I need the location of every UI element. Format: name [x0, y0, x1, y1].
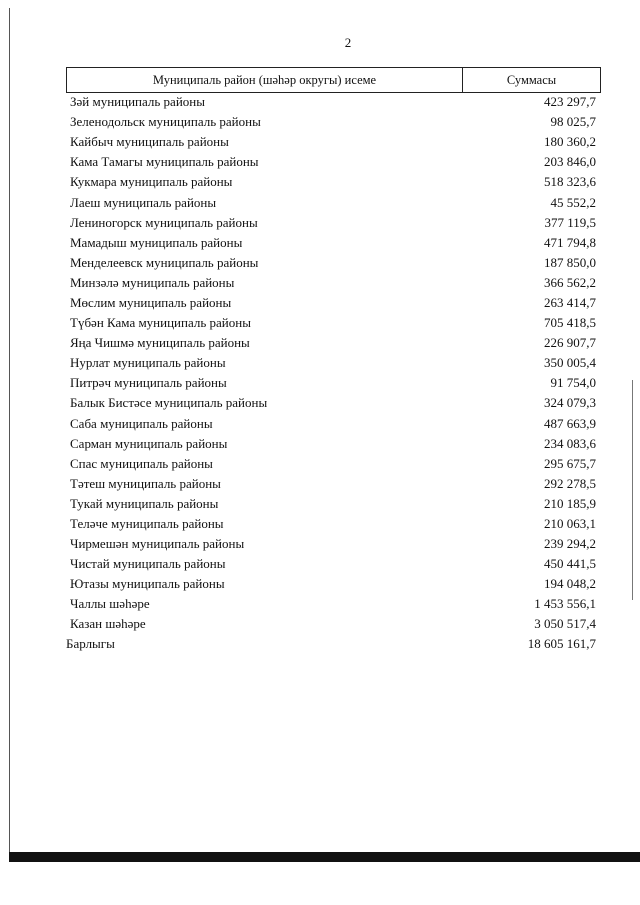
- table-row: [70, 514, 596, 534]
- table-row: [70, 192, 596, 212]
- district-name: Минзәлә муниципаль районы: [70, 274, 235, 290]
- total-value: 18 605 161,7: [527, 636, 596, 651]
- district-sum: 187 850,0: [544, 254, 596, 270]
- header-district-name: Муниципаль район (шәһәр округы) исеме: [67, 68, 463, 92]
- district-sum: 705 418,5: [544, 315, 596, 331]
- table-row: [70, 172, 596, 192]
- total-row: [66, 634, 596, 654]
- district-name: Чистай муниципаль районы: [70, 556, 226, 572]
- table-row: [70, 534, 596, 554]
- district-name: Теләче муниципаль районы: [70, 516, 224, 532]
- district-name: Лаеш муниципаль районы: [70, 194, 217, 210]
- scan-right-edge: [632, 380, 633, 600]
- table-row: [70, 434, 596, 454]
- district-name: Чирмешән муниципаль районы: [70, 536, 245, 552]
- table-row: [70, 132, 596, 152]
- header-sum: Суммасы: [506, 72, 557, 87]
- table-row: [70, 574, 596, 594]
- district-name: Зәй муниципаль районы: [70, 94, 205, 110]
- district-sum: 366 562,2: [544, 274, 596, 290]
- district-sum: 423 297,7: [544, 94, 596, 110]
- table-row: [70, 454, 596, 474]
- district-sum: 1 453 556,1: [534, 596, 596, 612]
- table-row: [70, 253, 596, 273]
- table-header: [66, 67, 601, 93]
- district-name: Казан шәһәре: [70, 616, 146, 632]
- district-name: Кукмара муниципаль районы: [70, 174, 233, 190]
- district-sum: 234 083,6: [544, 435, 596, 451]
- table-row: [70, 313, 596, 333]
- district-sum: 239 294,2: [544, 536, 596, 552]
- district-name: Кайбыч муниципаль районы: [70, 134, 229, 150]
- district-sum: 487 663,9: [544, 415, 596, 431]
- table-row: [70, 373, 596, 393]
- district-sum: 518 323,6: [544, 174, 596, 190]
- page-number: 2: [344, 35, 352, 50]
- district-sum: 210 063,1: [544, 516, 596, 532]
- table-row: [70, 594, 596, 614]
- district-name: Түбән Кама муниципаль районы: [70, 315, 251, 331]
- district-name: Балык Бистәсе муниципаль районы: [70, 395, 268, 411]
- table-row: [70, 233, 596, 253]
- district-sum: 377 119,5: [544, 214, 596, 230]
- district-name: Мамадыш муниципаль районы: [70, 234, 243, 250]
- table-row: [70, 414, 596, 434]
- table-row: [70, 554, 596, 574]
- district-sum: 203 846,0: [544, 154, 596, 170]
- district-sum: 210 185,9: [544, 495, 596, 511]
- table-row: [70, 614, 596, 634]
- district-name: Саба муниципаль районы: [70, 415, 213, 431]
- district-name: Питрәч муниципаль районы: [70, 375, 227, 391]
- district-name: Спас муниципаль районы: [70, 455, 213, 471]
- district-sum: 45 552,2: [550, 194, 596, 210]
- table-row: [70, 474, 596, 494]
- scan-left-edge: [9, 8, 10, 858]
- table-row: [70, 92, 596, 112]
- district-sum: 263 414,7: [544, 294, 596, 310]
- table-row: [70, 112, 596, 132]
- district-sum: 450 441,5: [544, 556, 596, 572]
- table-row: [70, 393, 596, 413]
- district-sum: 226 907,7: [544, 335, 596, 351]
- table-row: [70, 213, 596, 233]
- district-sum: 180 360,2: [544, 134, 596, 150]
- district-name: Тукай муниципаль районы: [70, 495, 219, 511]
- district-name: Кама Тамагы муниципаль районы: [70, 154, 259, 170]
- table-row: [70, 353, 596, 373]
- district-name: Менделеевск муниципаль районы: [70, 254, 259, 270]
- district-sum: 292 278,5: [544, 475, 596, 491]
- scan-bottom-edge: [9, 852, 640, 862]
- district-name: Нурлат муниципаль районы: [70, 355, 226, 371]
- table-body: [70, 92, 596, 635]
- district-name: Чаллы шәһәре: [70, 596, 150, 612]
- district-sum: 194 048,2: [544, 576, 596, 592]
- district-sum: 295 675,7: [544, 455, 596, 471]
- table-row: [70, 293, 596, 313]
- table-row: [70, 273, 596, 293]
- district-sum: 471 794,8: [544, 234, 596, 250]
- district-name: Сарман муниципаль районы: [70, 435, 228, 451]
- district-sum: 3 050 517,4: [534, 616, 596, 632]
- district-name: Тәтеш муниципаль районы: [70, 475, 221, 491]
- district-name: Ютазы муниципаль районы: [70, 576, 225, 592]
- district-sum: 91 754,0: [550, 375, 596, 391]
- table-row: [70, 333, 596, 353]
- district-sum: 350 005,4: [544, 355, 596, 371]
- table-row: [70, 152, 596, 172]
- district-name: Лениногорск муниципаль районы: [70, 214, 258, 230]
- district-name: Мөслим муниципаль районы: [70, 294, 232, 310]
- district-name: Зеленодольск муниципаль районы: [70, 114, 261, 130]
- total-label: Барлыгы: [66, 636, 115, 651]
- district-name: Яңа Чишмә муниципаль районы: [70, 335, 250, 351]
- district-sum: 324 079,3: [544, 395, 596, 411]
- table-row: [70, 494, 596, 514]
- district-sum: 98 025,7: [550, 114, 596, 130]
